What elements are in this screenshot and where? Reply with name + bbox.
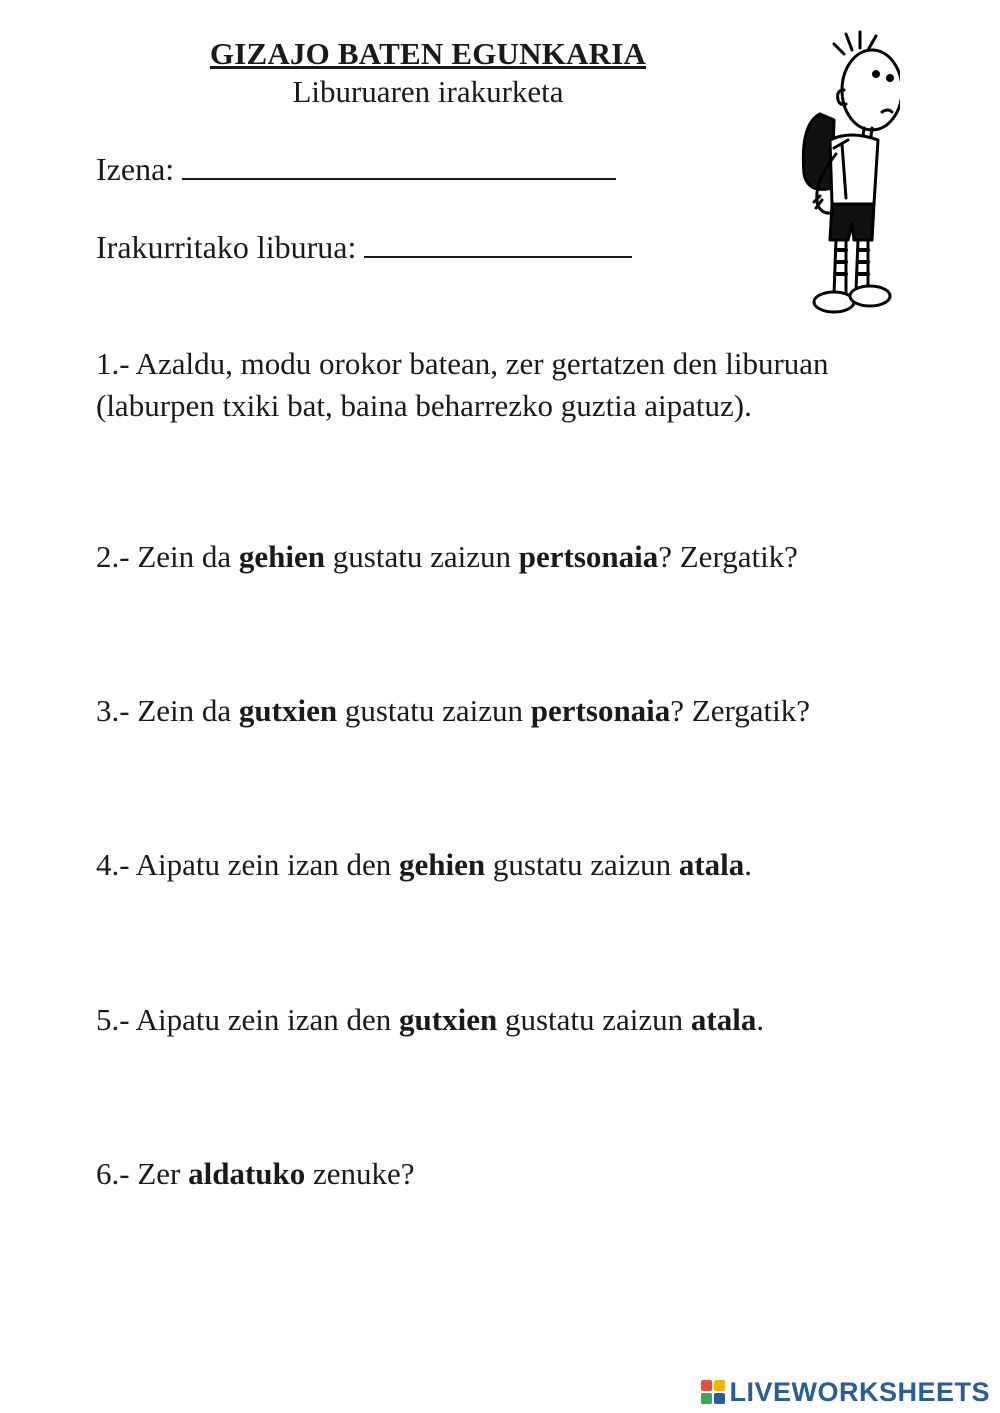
question-1: 1.- Azaldu, modu orokor batean, zer gertatzen den liburuan (laburpen txiki bat, baina beharrezko guztia aipatuz). xyxy=(96,346,829,423)
liveworksheets-logo[interactable] xyxy=(701,1377,990,1407)
name-label: Izena: xyxy=(96,151,175,187)
question-4: 4.- Aipatu zein izan den gehien gustatu zaizun atala. xyxy=(96,847,753,882)
worksheet-subtitle: Liburuaren irakurketa xyxy=(292,74,564,109)
book-field xyxy=(96,228,632,266)
question-3: 3.- Zein da gutxien gustatu zaizun pertsonaia? Zergatik? xyxy=(96,693,811,728)
worksheet-title: GIZAJO BATEN EGUNKARIA xyxy=(209,36,647,71)
liveworksheets-logo-text: LIVEWORKSHEETS xyxy=(729,1376,990,1407)
question-6: 6.- Zer aldatuko zenuke? xyxy=(96,1156,415,1191)
liveworksheets-logo-icon xyxy=(701,1380,725,1404)
name-field xyxy=(96,150,616,188)
cartoon-boy-icon xyxy=(790,28,900,318)
question-2: 2.- Zein da gehien gustatu zaizun pertsonaia? Zergatik? xyxy=(96,539,798,574)
book-label: Irakurritako liburua: xyxy=(96,229,357,265)
book-blank[interactable] xyxy=(364,228,632,258)
name-blank[interactable] xyxy=(182,150,616,180)
question-5: 5.- Aipatu zein izan den gutxien gustatu zaizun atala. xyxy=(96,1002,765,1037)
